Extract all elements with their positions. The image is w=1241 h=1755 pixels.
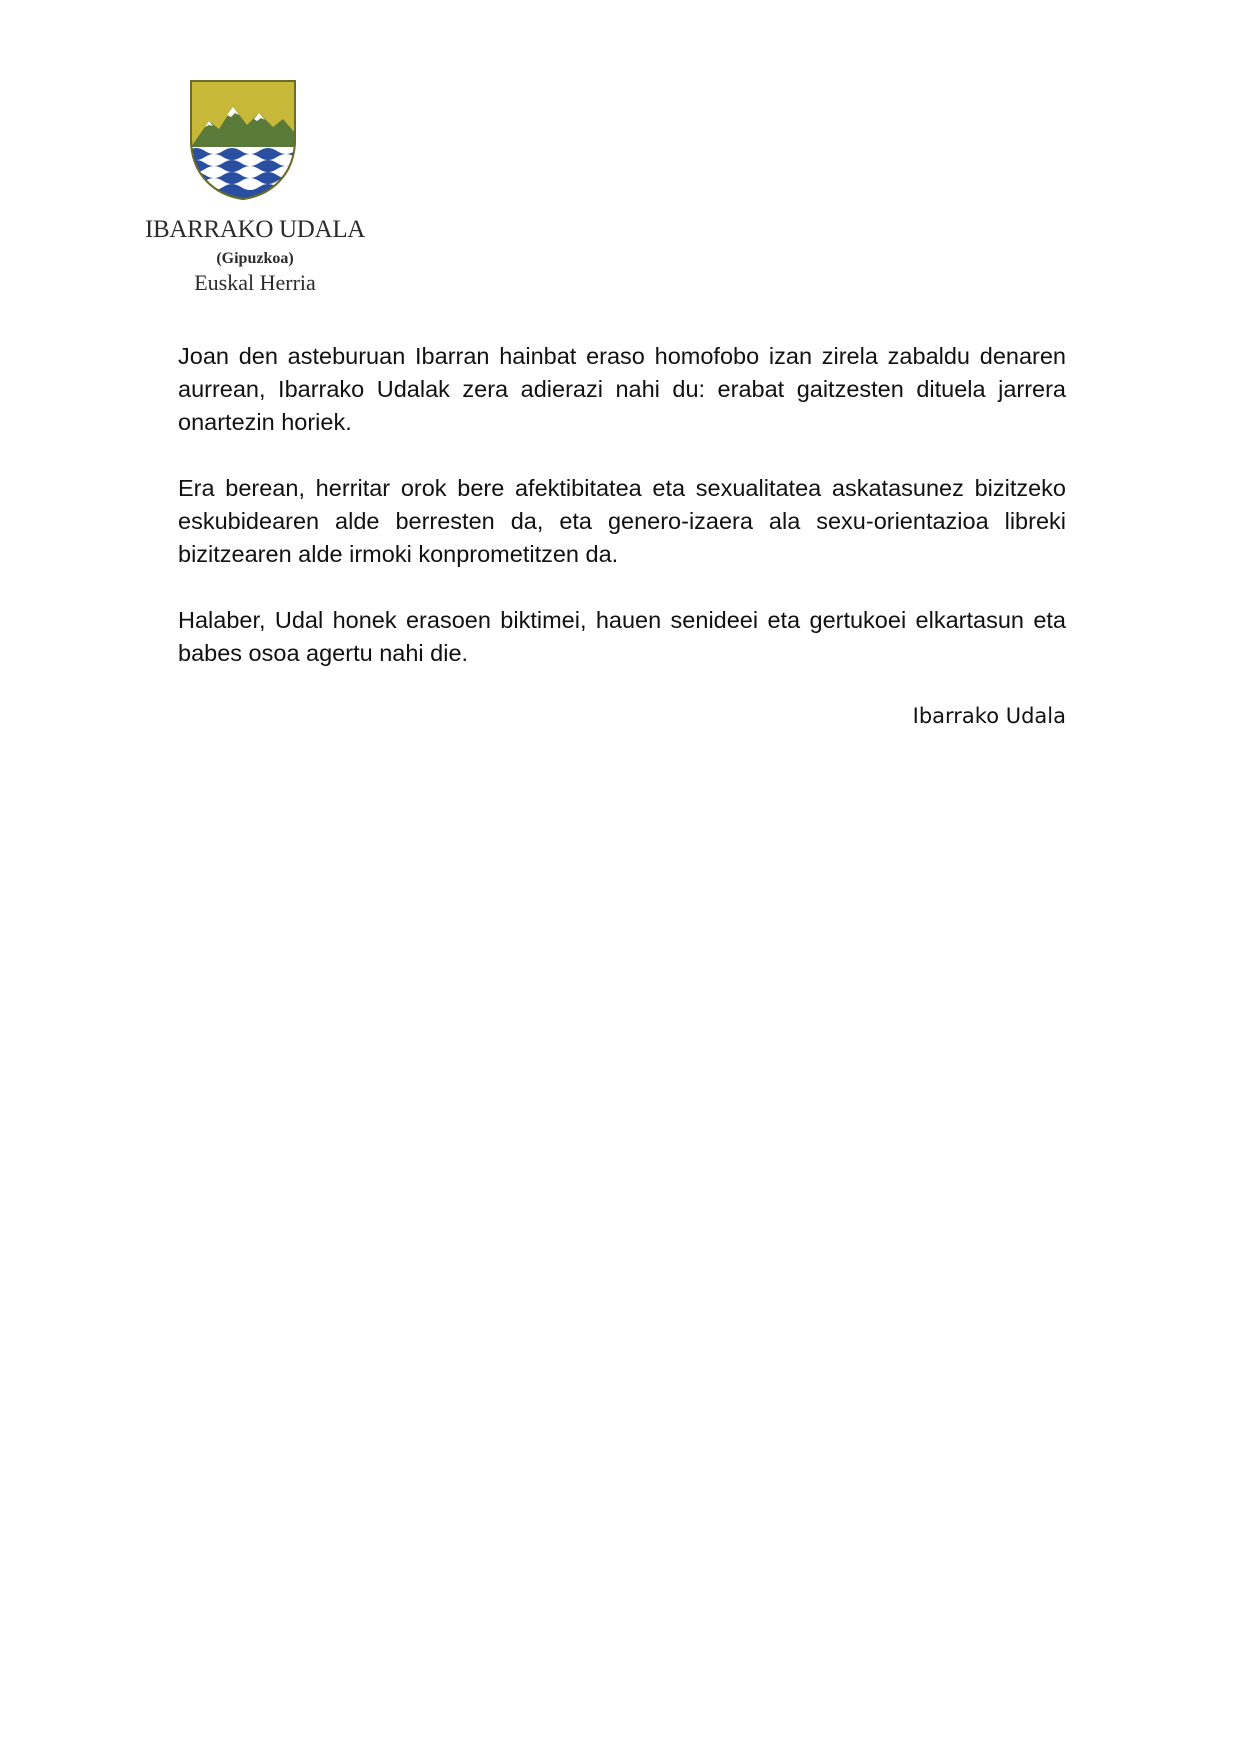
letterhead	[130, 72, 390, 312]
paragraph: Joan den asteburuan Ibarran hainbat eraso homofobo izan zirela zabaldu denaren aurrean, Ibarrako Udalak zera adierazi nahi du: erabat gaitzesten dituela jarrera onartezin horiek.	[178, 343, 1066, 435]
paragraph: Era berean, herritar orok bere afektibitatea eta sexualitatea askatasunez bizitzeko eskubidearen alde berresten da, eta genero-izaera ala sexu-orientazioa libreki bizitzearen alde irmoki konprometitzen da.	[178, 475, 1066, 567]
organization-name: IBARRAKO UDALA	[144, 216, 366, 243]
municipal-coat-of-arms-icon	[187, 77, 299, 202]
organization-province: (Gipuzkoa)	[216, 250, 294, 267]
organization-region: Euskal Herria	[194, 270, 316, 295]
statement-body	[178, 340, 1066, 703]
signature: Ibarrako Udala	[912, 704, 1066, 728]
paragraph: Halaber, Udal honek erasoen biktimei, hauen senideei eta gertukoei elkartasun eta babes osoa agertu nahi die.	[178, 607, 1066, 666]
